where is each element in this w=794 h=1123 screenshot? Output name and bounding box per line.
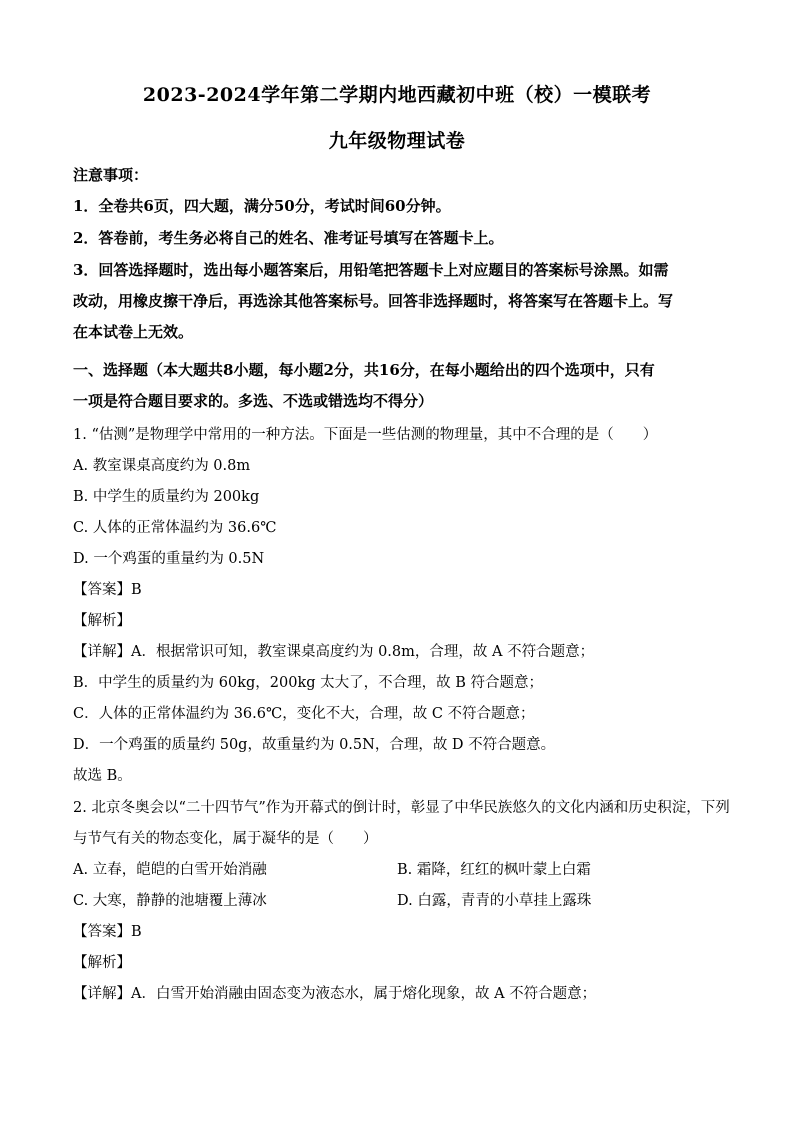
q1-detail-1: 【详解】A．根据常识可知，教室课桌高度约为 0.8m，合理，故 A 不符合题意； <box>73 644 595 660</box>
exam-subtitle: 九年级物理试卷 <box>328 130 466 152</box>
q1-answer: 【答案】B <box>73 582 142 598</box>
section-1-heading-line-1: 一、选择题（本大题共8小题，每小题2分，共16分，在每小题给出的四个选项中，只有 <box>73 361 655 379</box>
note-item-1: 1．全卷共6页，四大题，满分50分，考试时间60分钟。 <box>73 197 451 215</box>
q1-option-b: B. 中学生的质量约为 200kg <box>73 489 260 505</box>
q2-stem-line-2: 与节气有关的物态变化，属于凝华的是（ ） <box>73 831 378 847</box>
q1-conclusion: 故选 B。 <box>73 768 132 784</box>
q1-analysis-label: 【解析】 <box>73 613 131 629</box>
q2-option-c: C. 大寒，静静的池塘覆上薄冰 <box>73 893 267 909</box>
note-item-3-line-3: 在本试卷上无效。 <box>73 323 194 341</box>
note-item-2: 2．答卷前，考生务必将自己的姓名、准考证号填写在答题卡上。 <box>73 229 504 247</box>
q1-stem: 1. “估测”是物理学中常用的一种方法。下面是一些估测的物理量，其中不合理的是（ ） <box>73 427 658 443</box>
exam-title: 2023-2024学年第二学期内地西藏初中班（校）一模联考 <box>142 84 652 106</box>
q1-option-d: D. 一个鸡蛋的重量约为 0.5N <box>73 551 265 567</box>
q2-answer: 【答案】B <box>73 924 142 940</box>
q2-option-d: D. 白露，青青的小草挂上露珠 <box>397 893 592 909</box>
q1-detail-4: D．一个鸡蛋的质量约 50g，故重量约为 0.5N，合理，故 D 不符合题意。 <box>73 737 556 753</box>
q1-option-a: A. 教室课桌高度约为 0.8m <box>73 458 251 474</box>
q1-option-c: C. 人体的正常体温约为 36.6℃ <box>73 520 277 536</box>
q2-option-b: B. 霜降，红红的枫叶蒙上白霜 <box>397 862 591 878</box>
q2-analysis-label: 【解析】 <box>73 955 131 971</box>
section-1-heading-line-2: 一项是符合题目要求的。多选、不选或错选均不得分） <box>73 392 434 410</box>
q2-detail-1: 【详解】A．白雪开始消融由固态变为液态水，属于熔化现象，故 A 不符合题意； <box>73 986 597 1002</box>
q1-detail-3: C．人体的正常体温约为 36.6℃，变化不大，合理，故 C 不符合题意； <box>73 706 535 722</box>
q1-detail-2: B．中学生的质量约为 60kg，200kg 太大了，不合理，故 B 符合题意； <box>73 675 544 691</box>
note-item-3-line-1: 3．回答选择题时，选出每小题答案后，用铅笔把答题卡上对应题目的答案标号涂黑。如需 <box>73 261 669 279</box>
notes-header: 注意事项： <box>73 166 149 184</box>
q2-option-a: A. 立春，皑皑的白雪开始消融 <box>73 862 267 878</box>
q2-stem-line-1: 2. 北京冬奥会以“二十四节气”作为开幕式的倒计时，彰显了中华民族悠久的文化内涵和历史积淀，下列 <box>73 800 730 816</box>
note-item-3-line-2: 改动，用橡皮擦干净后，再选涂其他答案标号。回答非选择题时，将答案写在答题卡上。写 <box>73 292 674 310</box>
